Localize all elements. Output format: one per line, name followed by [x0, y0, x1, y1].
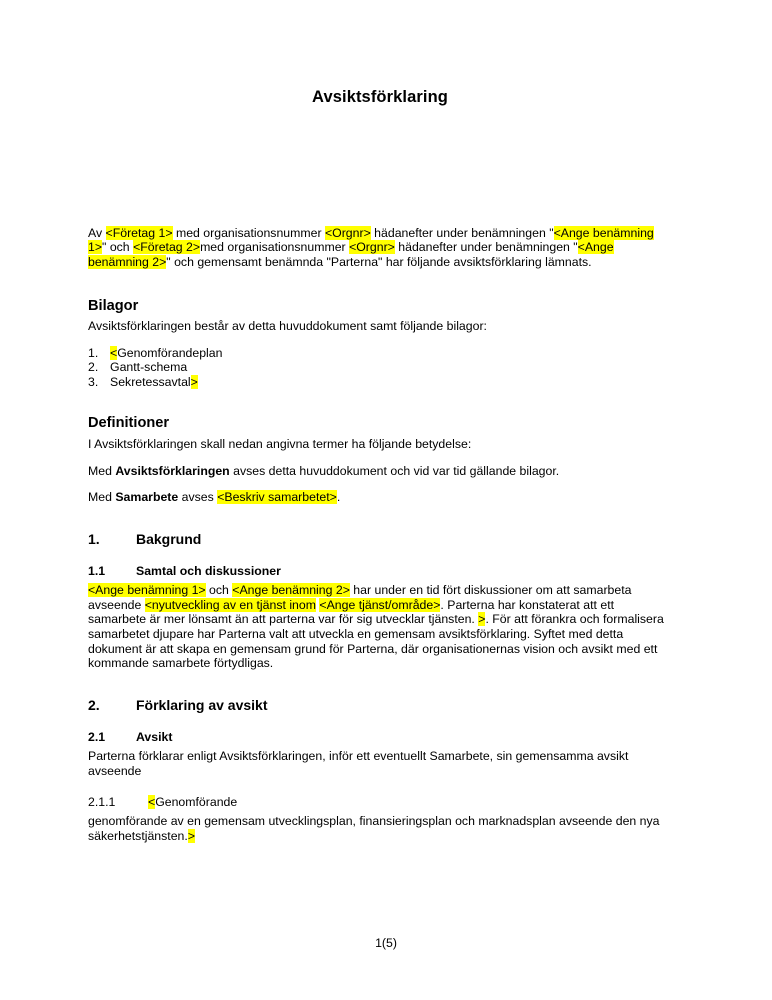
heading-section-2	[88, 697, 672, 714]
subsection-number: 1.1	[88, 563, 106, 578]
body-placeholder-nyutveckling: <nyutveckling av en tjänst inom	[144, 597, 316, 612]
definition-lead: Med	[88, 490, 116, 505]
spacer	[88, 108, 672, 226]
spacer	[88, 389, 672, 415]
body-seg4: har under en tid fört diskussioner om att samarbeta avseende	[88, 583, 632, 612]
subsubsection-number: 2.1.1	[88, 794, 116, 809]
spacer	[88, 548, 672, 564]
definition-samarbete	[88, 490, 672, 505]
body-seg2: och	[205, 583, 233, 598]
body-placeholder-tjanst-omrade: <Ange tjänst/område>	[319, 597, 441, 612]
body-placeholder-benamning-1: <Ange benämning 1>	[88, 583, 206, 598]
subsection-title: Samtal och diskussioner	[136, 563, 281, 578]
intro-seg7: " och	[102, 240, 134, 255]
intro-seg9: med organisationsnummer	[200, 240, 350, 255]
intro-placeholder-foretag-2: <Företag 2>	[133, 240, 201, 255]
intro-seg5: hädanefter under benämningen "	[370, 225, 554, 240]
subsubsection-title-wrap	[148, 795, 237, 810]
spacer	[88, 505, 672, 531]
intro-seg3: med organisationsnummer	[172, 225, 325, 240]
spacer	[88, 478, 672, 490]
body-text: genomförande av en gemensam utvecklingsplan, finansieringsplan och marknadsplan avseende den nya säkerhetstjänsten.	[88, 814, 660, 843]
list-item-label: Genomförandeplan	[117, 345, 223, 360]
list-item-text	[110, 360, 187, 375]
definition-lead: Med	[88, 463, 116, 478]
list-item-prefix-marker: <	[110, 345, 118, 360]
section-title: Bakgrund	[136, 530, 202, 547]
spacer	[88, 671, 672, 697]
body-seg8: . Parterna har konstaterat att ett samarbete är mer lönsamt än att parterna var för sig utvecklar tjänsten.	[88, 597, 615, 627]
page-title: Avsiktsförklaring	[312, 88, 448, 106]
body-placeholder-close-marker: >	[478, 612, 486, 627]
body-placeholder-benamning-2: <Ange benämning 2>	[232, 583, 350, 598]
section-number: 2.	[88, 696, 100, 713]
bilagor-intro: Avsiktsförklaringen består av detta huvuddokument samt följande bilagor:	[88, 319, 487, 334]
page-footer: 1(5)	[375, 936, 397, 950]
heading-section-2-1	[88, 730, 672, 745]
spacer	[88, 270, 672, 298]
list-item	[88, 346, 672, 361]
definition-term: Samarbete	[115, 490, 179, 505]
list-item	[88, 375, 672, 390]
intro-seg13: " och gemensamt benämnda "Parterna" har följande avsiktsförklaring lämnats.	[166, 254, 592, 269]
spacer	[88, 334, 672, 346]
section-2-1-body: Parterna förklarar enligt Avsiktsförklaringen, inför ett eventuellt Samarbete, sin gemensamma avsikt avseende	[88, 749, 629, 778]
definition-rest: avses detta huvuddokument och vid var tid gällande bilagor.	[229, 463, 560, 478]
definition-end: .	[336, 490, 341, 505]
spacer	[88, 452, 672, 464]
section-title: Förklaring av avsikt	[136, 696, 268, 713]
section-number: 1.	[88, 530, 100, 547]
definition-mid: avses	[178, 490, 218, 505]
list-item-number: 2.	[88, 360, 99, 375]
body-seg10: . För att förankra och formalisera samarbetet djupare har Parterna valt att utveckla en gemensam avsiktsförklaring. Syftet med detta dokument är att skapa en gemensam grund för Parterna, där organisationernas vision och avsikt med ett kommande samarbete förtydligas.	[88, 612, 664, 671]
spacer	[88, 779, 672, 795]
spacer	[88, 714, 672, 730]
subsubsection-prefix-marker: <	[148, 794, 156, 809]
list-item	[88, 360, 672, 375]
definition-term: Avsiktsförklaringen	[115, 463, 230, 478]
intro-paragraph	[88, 226, 672, 270]
intro-seg1: Av	[88, 225, 106, 240]
definitioner-intro: I Avsiktsförklaringen skall nedan angivna termer ha följande betydelse:	[88, 436, 472, 451]
subsection-title: Avsikt	[136, 729, 173, 744]
heading-definitioner: Definitioner	[88, 415, 170, 432]
intro-placeholder-orgnr-2: <Orgnr>	[349, 240, 395, 255]
section-1-1-body	[88, 583, 672, 671]
document-content	[88, 0, 672, 844]
heading-section-2-1-1	[88, 795, 672, 810]
list-item-number: 3.	[88, 374, 99, 389]
bilagor-list	[88, 346, 672, 390]
definition-avsiktsforklaringen	[88, 464, 672, 479]
body-suffix-marker: >	[187, 828, 195, 843]
section-2-1-1-body	[88, 814, 672, 843]
heading-bilagor: Bilagor	[88, 297, 139, 314]
intro-placeholder-orgnr-1: <Orgnr>	[324, 225, 371, 240]
intro-placeholder-benamning-2: <Ange benämning 2>	[88, 240, 614, 269]
intro-seg11: hädanefter under benämningen "	[394, 240, 578, 255]
intro-placeholder-benamning-1: <Ange benämning 1>	[88, 225, 654, 255]
list-item-text	[110, 375, 198, 390]
heading-section-1-1	[88, 564, 672, 579]
heading-section-1	[88, 531, 672, 548]
list-item-number: 1.	[88, 345, 99, 360]
definition-placeholder-beskriv-samarbetet: <Beskriv samarbetet>	[217, 490, 337, 505]
intro-placeholder-foretag-1: <Företag 1>	[105, 225, 173, 240]
list-item-text	[110, 346, 222, 361]
subsubsection-title: Genomförande	[155, 794, 238, 809]
list-item-label: Sekretessavtal	[110, 374, 191, 389]
subsection-number: 2.1	[88, 729, 106, 744]
list-item-label: Gantt-schema	[110, 360, 188, 375]
list-item-suffix-marker: >	[190, 374, 198, 389]
